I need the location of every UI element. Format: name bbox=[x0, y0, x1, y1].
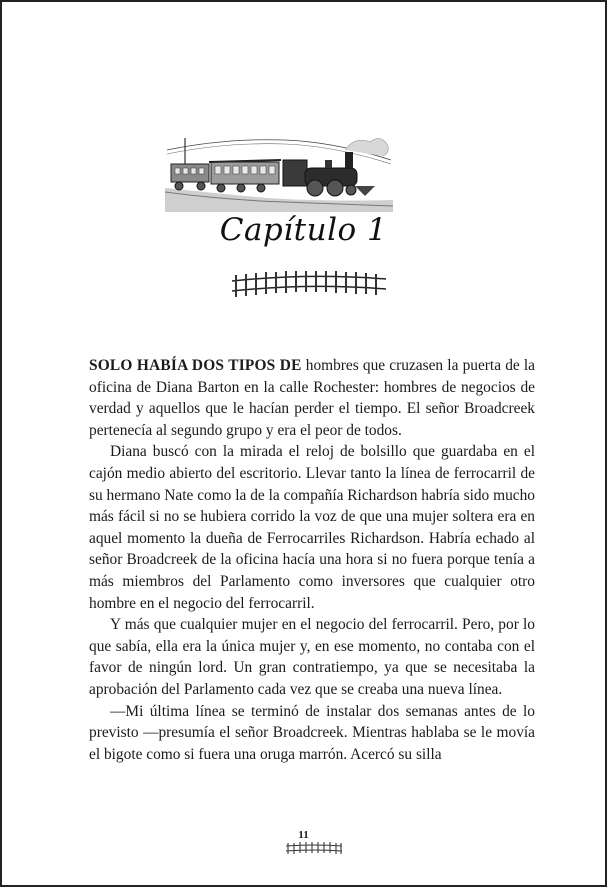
paragraph: Y más que cualquier mujer en el negocio del ferrocarril. Pero, por lo que sabía, ella era la única mujer y, en ese momento, no contaba con el favor de ningún lord. Un gran contratiempo, ya que se necesitaba la aprobación del Parlamento cada vez que se creaba una nueva línea. bbox=[89, 616, 535, 698]
chapter-body-text bbox=[89, 355, 535, 765]
railroad-tracks-ornament-small bbox=[285, 841, 343, 855]
page-number: 11 bbox=[298, 829, 309, 841]
paragraph: —Mi última línea se terminó de instalar dos semanas antes de lo previsto —presumía el señor Broadcreek. Mientras hablaba se le movía el bigote como si fuera una oruga marrón. Acercó su silla bbox=[89, 702, 535, 763]
paragraph-text: hombres que cruzasen la puerta de la oficina de Diana Barton en la calle Rochester: hombres de negocios de verdad y aquellos que le hacían perder el tiempo. El señor Broadcreek pertenecía al segundo grupo y era el peor de todos. bbox=[89, 357, 535, 439]
chapter-title: Capítulo 1 bbox=[219, 212, 388, 248]
paragraph bbox=[89, 355, 535, 441]
railroad-tracks-ornament bbox=[230, 269, 388, 299]
opening-small-caps: SOLO HABÍA DOS TIPOS DE bbox=[89, 357, 302, 374]
train-illustration bbox=[165, 130, 393, 212]
paragraph: Diana buscó con la mirada el reloj de bolsillo que guardaba en el cajón medio abierto del escritorio. Llevar tanto la línea de ferrocarril de su hermano Nate como la de la compañía Richardson habría sido mucho más fácil si no se hubiera corrido la voz de que una mujer soltera era en aquel momento la dueña de Ferrocarriles Richardson. Habría echado al señor Broadcreek de la oficina hacía una hora si no fuera porque tenía a más miembros del Parlamento como inversores que cualquier otro hombre en el negocio del ferrocarril. bbox=[89, 443, 535, 612]
